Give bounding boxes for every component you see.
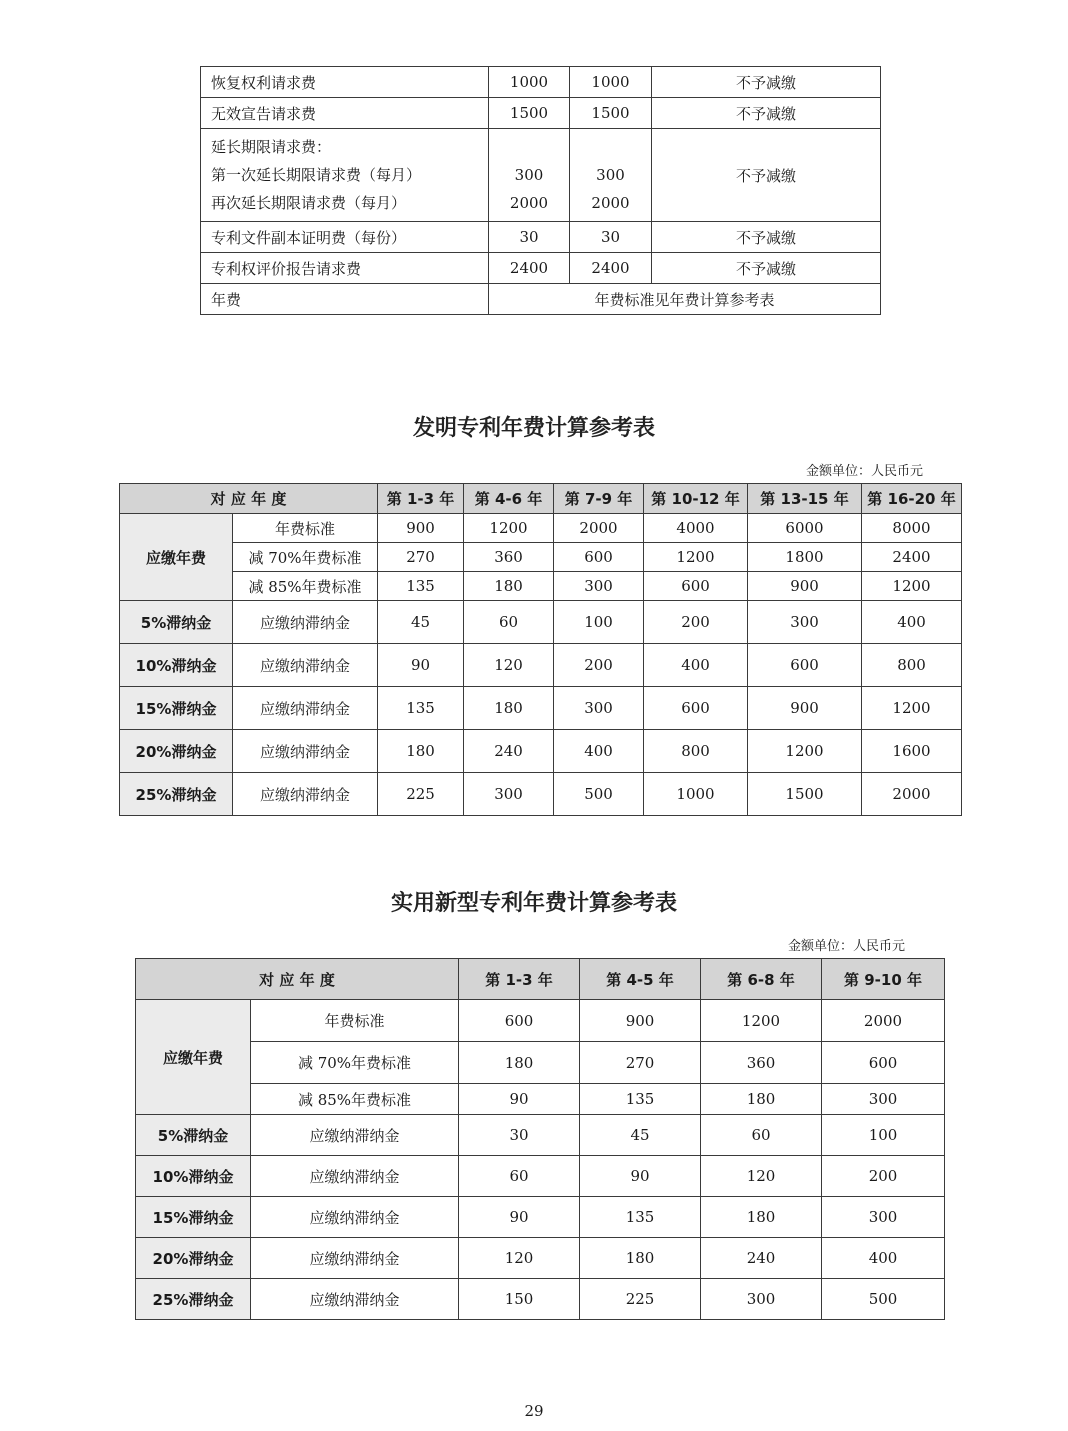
cell-value: 300 — [822, 1084, 945, 1115]
cell-value: 300 — [554, 687, 644, 730]
row-label: 应缴纳滞纳金 — [233, 644, 378, 687]
header-year: 第 6-8 年 — [701, 959, 822, 1000]
row-label: 年费标准 — [251, 1000, 459, 1042]
row-label: 应缴纳滞纳金 — [233, 773, 378, 816]
cell-value: 100 — [822, 1115, 945, 1156]
cell-value: 4000 — [644, 514, 748, 543]
cell-value: 270 — [378, 543, 464, 572]
row-label: 应缴纳滞纳金 — [251, 1197, 459, 1238]
cell-value: 45 — [378, 601, 464, 644]
row-label: 应缴纳滞纳金 — [251, 1156, 459, 1197]
cell-value: 2400 — [862, 543, 962, 572]
cell-value: 60 — [464, 601, 554, 644]
table-header-row — [120, 484, 962, 514]
table-row — [120, 601, 962, 644]
header-year: 第 1-3 年 — [378, 484, 464, 514]
cell-value: 90 — [580, 1156, 701, 1197]
row-label: 应缴纳滞纳金 — [233, 730, 378, 773]
fee-value — [570, 129, 652, 222]
cell-value: 800 — [644, 730, 748, 773]
header-year: 第 1-3 年 — [459, 959, 580, 1000]
table-row — [201, 98, 881, 129]
row-label: 减 85%年费标准 — [233, 572, 378, 601]
table-row — [201, 67, 881, 98]
fee-note: 不予减缴 — [652, 253, 881, 284]
cell-value: 135 — [378, 572, 464, 601]
row-label: 应缴纳滞纳金 — [251, 1115, 459, 1156]
cell-value: 400 — [822, 1238, 945, 1279]
cell-value: 1200 — [862, 687, 962, 730]
table-row — [136, 1042, 945, 1084]
fee-value: 30 — [489, 222, 570, 253]
cell-value: 300 — [554, 572, 644, 601]
extension-again-label: 再次延长期限请求费（每月） — [211, 194, 407, 212]
table-row — [136, 1279, 945, 1320]
cell-value: 180 — [464, 572, 554, 601]
cell-value: 600 — [459, 1000, 580, 1042]
table-row — [136, 1115, 945, 1156]
page-number: 29 — [524, 1402, 544, 1420]
table-row — [136, 1238, 945, 1279]
table-row — [201, 222, 881, 253]
cell-value: 1600 — [862, 730, 962, 773]
cell-value: 400 — [644, 644, 748, 687]
row-label: 年费标准 — [233, 514, 378, 543]
header-year: 第 13-15 年 — [748, 484, 862, 514]
table-row — [201, 253, 881, 284]
group-label: 25%滞纳金 — [120, 773, 233, 816]
cell-value: 60 — [701, 1115, 822, 1156]
cell-value: 240 — [701, 1238, 822, 1279]
table-row — [120, 730, 962, 773]
table-row — [120, 572, 962, 601]
cell-value: 2000 — [822, 1000, 945, 1042]
fee-note: 不予减缴 — [652, 98, 881, 129]
utility-unit-label: 金额单位：人民币元 — [788, 939, 906, 954]
header-year-label: 对 应 年 度 — [120, 484, 378, 514]
header-year: 第 7-9 年 — [554, 484, 644, 514]
cell-value: 60 — [459, 1156, 580, 1197]
extension-again-b: 2000 — [591, 194, 630, 212]
fee-value: 1000 — [570, 67, 652, 98]
cell-value: 1200 — [862, 572, 962, 601]
group-label: 10%滞纳金 — [120, 644, 233, 687]
cell-value: 200 — [644, 601, 748, 644]
utility-table-title: 实用新型专利年费计算参考表 — [390, 891, 677, 916]
row-label: 应缴纳滞纳金 — [233, 687, 378, 730]
cell-value: 600 — [748, 644, 862, 687]
cell-value: 800 — [862, 644, 962, 687]
cell-value: 135 — [378, 687, 464, 730]
table-row — [136, 1000, 945, 1042]
cell-value: 120 — [464, 644, 554, 687]
cell-value: 90 — [378, 644, 464, 687]
fee-value: 30 — [570, 222, 652, 253]
table-row — [136, 1197, 945, 1238]
row-label: 应缴纳滞纳金 — [233, 601, 378, 644]
cell-value: 225 — [580, 1279, 701, 1320]
extension-first-label: 第一次延长期限请求费（每月） — [211, 166, 422, 184]
table-row — [201, 129, 881, 222]
cell-value: 180 — [701, 1197, 822, 1238]
header-year: 第 4-6 年 — [464, 484, 554, 514]
cell-value: 400 — [554, 730, 644, 773]
cell-value: 500 — [822, 1279, 945, 1320]
cell-value: 6000 — [748, 514, 862, 543]
group-label: 15%滞纳金 — [136, 1197, 251, 1238]
cell-value: 2000 — [862, 773, 962, 816]
header-year-label: 对 应 年 度 — [136, 959, 459, 1000]
cell-value: 600 — [822, 1042, 945, 1084]
cell-value: 120 — [701, 1156, 822, 1197]
fee-value — [489, 129, 570, 222]
fee-name — [201, 129, 489, 222]
cell-value: 200 — [554, 644, 644, 687]
fee-table — [200, 66, 881, 315]
header-year: 第 9-10 年 — [822, 959, 945, 1000]
cell-value: 90 — [459, 1084, 580, 1115]
group-label: 25%滞纳金 — [136, 1279, 251, 1320]
cell-value: 360 — [464, 543, 554, 572]
cell-value: 240 — [464, 730, 554, 773]
table-row — [120, 514, 962, 543]
group-label: 20%滞纳金 — [120, 730, 233, 773]
cell-value: 500 — [554, 773, 644, 816]
extension-first-b: 300 — [596, 166, 625, 184]
group-label: 20%滞纳金 — [136, 1238, 251, 1279]
cell-value: 900 — [748, 687, 862, 730]
cell-value: 360 — [701, 1042, 822, 1084]
fee-name: 专利文件副本证明费（每份） — [201, 222, 489, 253]
cell-value: 1000 — [644, 773, 748, 816]
cell-value: 900 — [580, 1000, 701, 1042]
cell-value: 600 — [554, 543, 644, 572]
cell-value: 1800 — [748, 543, 862, 572]
row-label: 减 70%年费标准 — [251, 1042, 459, 1084]
cell-value: 180 — [701, 1084, 822, 1115]
group-label: 5%滞纳金 — [120, 601, 233, 644]
cell-value: 300 — [822, 1197, 945, 1238]
table-row — [120, 687, 962, 730]
table-row — [120, 644, 962, 687]
table-row — [201, 284, 881, 315]
cell-value: 300 — [748, 601, 862, 644]
cell-value: 8000 — [862, 514, 962, 543]
cell-value: 1500 — [748, 773, 862, 816]
cell-value: 45 — [580, 1115, 701, 1156]
cell-value: 600 — [644, 687, 748, 730]
cell-value: 180 — [580, 1238, 701, 1279]
table-row — [136, 1156, 945, 1197]
extension-first-a: 300 — [514, 166, 544, 184]
cell-value: 300 — [464, 773, 554, 816]
cell-value: 270 — [580, 1042, 701, 1084]
fee-note: 不予减缴 — [652, 129, 881, 222]
cell-value: 1200 — [464, 514, 554, 543]
extension-heading: 延长期限请求费： — [211, 138, 332, 156]
fee-value: 1500 — [489, 98, 570, 129]
group-label: 15%滞纳金 — [120, 687, 233, 730]
row-label: 应缴纳滞纳金 — [251, 1279, 459, 1320]
cell-value: 300 — [701, 1279, 822, 1320]
cell-value: 135 — [580, 1084, 701, 1115]
cell-value: 225 — [378, 773, 464, 816]
header-year: 第 10-12 年 — [644, 484, 748, 514]
cell-value: 1200 — [701, 1000, 822, 1042]
cell-value: 900 — [378, 514, 464, 543]
cell-value: 90 — [459, 1197, 580, 1238]
fee-value: 2400 — [489, 253, 570, 284]
cell-value: 2000 — [554, 514, 644, 543]
cell-value: 120 — [459, 1238, 580, 1279]
group-label: 应缴年费 — [120, 514, 233, 601]
utility-fee-table — [135, 958, 945, 1320]
cell-value: 30 — [459, 1115, 580, 1156]
fee-name: 年费 — [201, 284, 489, 315]
cell-value: 600 — [644, 572, 748, 601]
group-label: 10%滞纳金 — [136, 1156, 251, 1197]
cell-value: 180 — [459, 1042, 580, 1084]
fee-name: 无效宣告请求费 — [201, 98, 489, 129]
fee-note: 不予减缴 — [652, 222, 881, 253]
row-label: 减 70%年费标准 — [233, 543, 378, 572]
group-label: 应缴年费 — [136, 1000, 251, 1115]
cell-value: 400 — [862, 601, 962, 644]
header-year: 第 4-5 年 — [580, 959, 701, 1000]
fee-value: 2400 — [570, 253, 652, 284]
cell-value: 150 — [459, 1279, 580, 1320]
cell-value: 1200 — [644, 543, 748, 572]
fee-name: 恢复权利请求费 — [201, 67, 489, 98]
cell-value: 100 — [554, 601, 644, 644]
fee-value: 1500 — [570, 98, 652, 129]
extension-again-a: 2000 — [509, 194, 549, 212]
invention-unit-label: 金额单位：人民币元 — [806, 464, 924, 479]
cell-value: 135 — [580, 1197, 701, 1238]
invention-table-title: 发明专利年费计算参考表 — [412, 416, 655, 441]
fee-note: 年费标准见年费计算参考表 — [489, 284, 881, 315]
cell-value: 1200 — [748, 730, 862, 773]
row-label: 减 85%年费标准 — [251, 1084, 459, 1115]
table-row — [136, 1084, 945, 1115]
cell-value: 180 — [378, 730, 464, 773]
cell-value: 180 — [464, 687, 554, 730]
row-label: 应缴纳滞纳金 — [251, 1238, 459, 1279]
fee-value: 1000 — [489, 67, 570, 98]
table-row — [120, 773, 962, 816]
fee-name: 专利权评价报告请求费 — [201, 253, 489, 284]
cell-value: 900 — [748, 572, 862, 601]
fee-note: 不予减缴 — [652, 67, 881, 98]
header-year: 第 16-20 年 — [862, 484, 962, 514]
table-header-row — [136, 959, 945, 1000]
invention-fee-table — [119, 483, 962, 816]
table-row — [120, 543, 962, 572]
cell-value: 200 — [822, 1156, 945, 1197]
group-label: 5%滞纳金 — [136, 1115, 251, 1156]
